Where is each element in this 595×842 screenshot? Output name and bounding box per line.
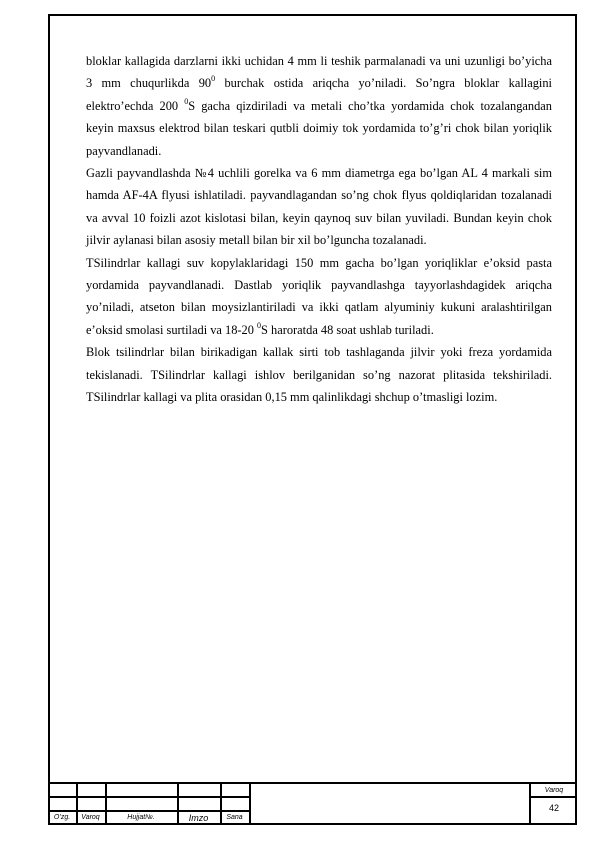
paragraph-1-text-c: S gacha qizdiriladi va metali cho’tka yordamida chok tozalangandan keyin maxsus elektrod bilan teskari qutbli doimiy tok yordamida to’g’ri chok bilan yoriqlik payvandlanadi. <box>86 98 552 158</box>
label-varoq: Varoq <box>81 814 100 821</box>
label-varoq-right: Varoq <box>544 787 564 794</box>
degree-superscript: 0 <box>211 74 216 84</box>
paragraph-3-text-b: S haroratda 48 soat ushlab turiladi. <box>261 322 434 337</box>
page-number: 42 <box>548 803 559 813</box>
title-block-top-line <box>48 782 577 784</box>
paragraph-3-text-a: TSilindrlar kallagi suv kopylaklaridagi 150 mm gacha bo’lgan yoriqliklar e’oksid pasta yordamida payvandlanadi. Dastlab yoriqlik payvandlashga tayyorlashdagidek ariqcha yo’niladi, atseton bilan moysizlantiriladi va ikki qatlam alyuminiy kukuni aralashtirilgan e’oksid smolasi surtiladi va 18-20 <box>86 255 552 337</box>
paragraph-1-text-a: bloklar kallagida darzlarni ikki uchidan 4 mm li teshik parmalanadi va uni uzunligi bo’yicha 3 mm chuqurlikda 90 <box>86 54 552 91</box>
degree-superscript: 0 <box>257 320 262 330</box>
paragraph-3 <box>86 252 552 342</box>
label-ozg: O’zg. <box>53 814 71 821</box>
label-sana: Sana <box>226 814 243 821</box>
title-block-page-line <box>529 796 577 798</box>
label-hujjat: Hujjat№. <box>127 814 155 821</box>
document-body <box>86 50 552 409</box>
paragraph-1 <box>86 50 552 162</box>
degree-superscript: 0 <box>184 96 189 106</box>
label-imzo: Imzo <box>188 813 209 823</box>
title-block <box>48 782 577 825</box>
paragraph-2: Gazli payvandlashda №4 uchlili gorelka va 6 mm diametrga ega bo’lgan AL 4 markali sim hamda AF-4A flyusi ishlatiladi. payvandlagandan so’ng chok flyus qoldiqlaridan tozalanadi va avval 10 foizli azot kislotasi bilan, keyin qaynoq suv bilan yuviladi. Bundan keyin chok jilvir aylanasi bilan asosiy metall bilan bir xil bo’lguncha tozalanadi. <box>86 166 552 248</box>
paragraph-1-text-b: burchak ostida ariqcha yo’niladi. So’ngra bloklar kallagini elektro’echda 200 <box>86 76 552 113</box>
paragraph-4: Blok tsilindrlar bilan birikadigan kallak sirti tob tashlaganda jilvir yoki freza yordamida tekislanadi. TSilindrlar kallagi ishlov berilganidan so’ng nazorat plitasida tekshiriladi. TSilindrlar kallagi va plita orasidan 0,15 mm qalinlikdagi shchup o’tmasligi lozim. <box>86 345 552 405</box>
title-block-col-line <box>249 782 251 825</box>
